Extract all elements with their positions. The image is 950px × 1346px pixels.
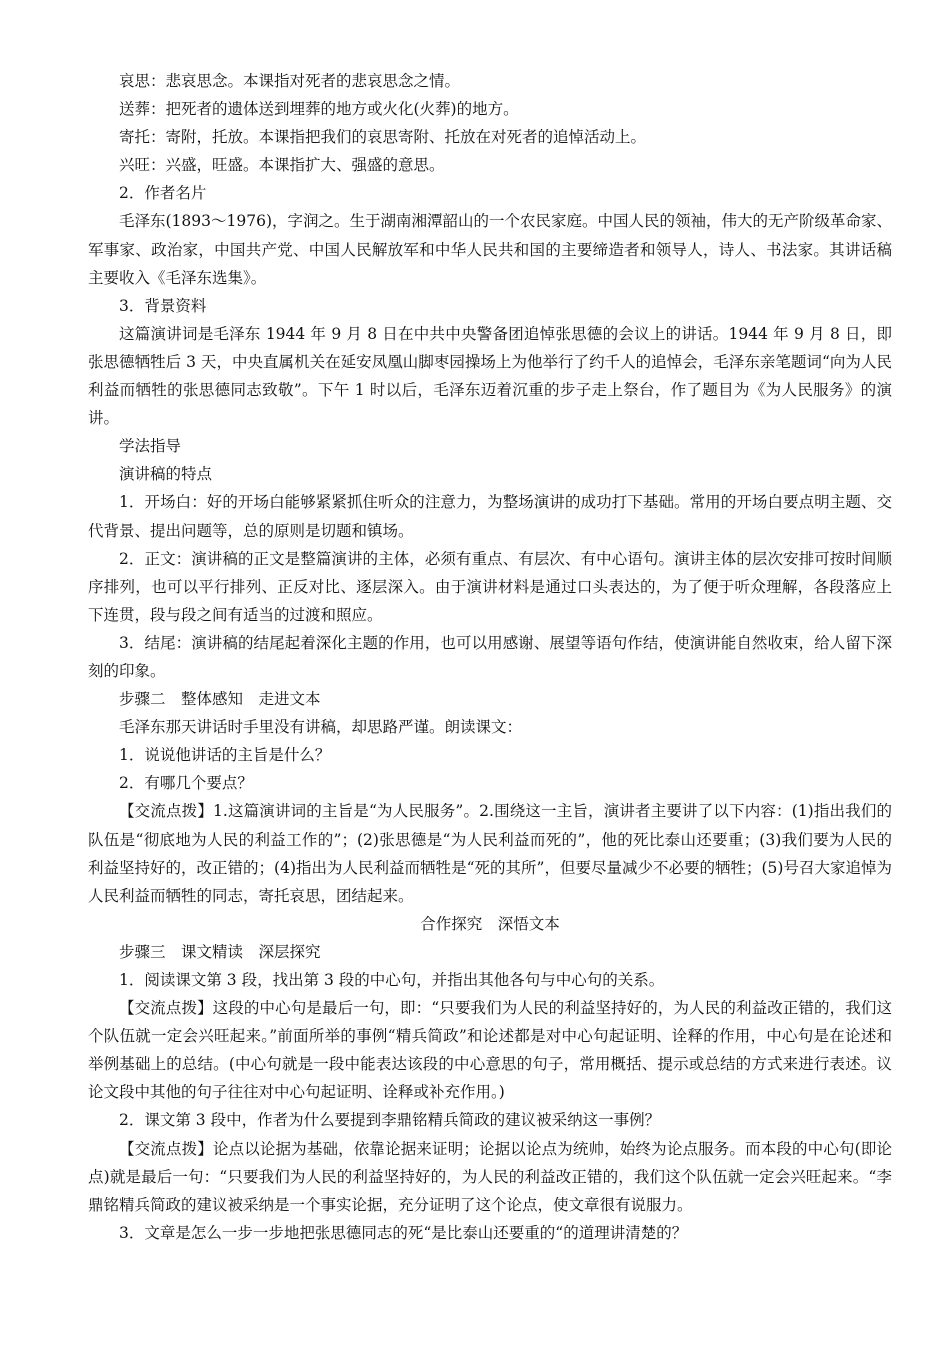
question-3-2: 2．课文第 3 段中，作者为什么要提到李鼎铭精兵简政的建议被采纳这一事例？ [119,1111,661,1130]
question-3-3: 3．文章是怎么一步一步地把张思德同志的死“是比泰山还要重的“的道理讲清楚的？ [119,1223,688,1242]
step-two-intro: 毛泽东那天讲话时手里没有讲稿，却思路严谨。朗读课文： [119,718,523,737]
background-text: 这篇演讲词是毛泽东 1944 年 9 月 8 日在中共中央警备团追悼张思德的会议上的讲话。1944 年 9 月 8 日，即张思德牺牲后 3 天，中央直属机关在延安凤凰山脚枣园操场上为他举行了约千人的追悼会，毛泽东亲笔题词“向为人民利益而牺牲的张思德同志致敬”。下午 1 时以后，毛泽东迈着沉重的步子走上祭台，作了题目为《为人民服务》的演讲。 [88,324,892,428]
center-heading-explore: 合作探究 深悟文本 [420,914,560,933]
feature-opening: 1．开场白：好的开场白能够紧紧抓住听众的注意力，为整场演讲的成功打下基础。常用的开场白要点明主题、交代背景、提出问题等，总的原则是切题和镇场。 [88,493,892,540]
subheading-speech-features: 演讲稿的特点 [119,465,213,484]
vocab-songzang: 送葬：把死者的遗体送到埋葬的地方或火化(火葬)的地方。 [119,100,519,119]
vocab-jituo: 寄托：寄附，托放。本课指把我们的哀思寄附、托放在对死者的追悼活动上。 [119,128,647,147]
vocab-aisi: 哀思：悲哀思念。本课指对死者的悲哀思念之情。 [119,72,461,90]
section-heading-background: 3．背景资料 [119,296,207,315]
feature-ending: 3．结尾：演讲稿的结尾起着深化主题的作用，也可以用感谢、展望等语句作结，使演讲能自然收束，给人留下深刻的印象。 [88,633,892,680]
question-2: 2．有哪几个要点？ [119,774,253,793]
author-bio: 毛泽东(1893～1976)，字润之。生于湖南湘潭韶山的一个农民家庭。中国人民的领袖，伟大的无产阶级革命家、军事家、政治家，中国共产党、中国人民解放军和中华人民共和国的主要缔造者和领导人，诗人、书法家。其讲话稿主要收入《毛泽东选集》。 [88,212,892,287]
section-heading-method: 学法指导 [119,437,182,456]
vocab-xingwang: 兴旺：兴盛，旺盛。本课指扩大、强盛的意思。 [119,156,445,175]
answer-step-two: 【交流点拨】1.这篇演讲词的主旨是“为人民服务”。2.围绕这一主旨，演讲者主要讲了以下内容：(1)指出我们的队伍是“彻底地为人民的利益工作的”；(2)张思德是“为人民利益而死的”，他的死比泰山还要重；(3)我们要为人民的利益坚持好的，改正错的；(4)指出为人民利益而牺牲是“死的其所”，但要尽量减少不必要的牺牲；(5)号召大家追悼为人民利益而牺牲的同志，寄托哀思，团结起来。 [88,802,892,905]
answer-3-2: 【交流点拨】论点以论据为基础，依靠论据来证明；论据以论点为统帅，始终为论点服务。而本段的中心句(即论点)就是最后一句：“只要我们为人民的利益坚持好的，为人民的利益改正错的，我们这个队伍就一定会兴旺起来。“李鼎铭精兵简政的建议被采纳是一个事实论据，充分证明了这个论点，使文章很有说服力。 [88,1139,892,1214]
answer-3-1: 【交流点拨】这段的中心句是最后一句，即：“只要我们为人民的利益坚持好的，为人民的利益改正错的，我们这个队伍就一定会兴旺起来。”前面所举的事例“精兵简政”和论述都是对中心句起证明、诠释的作用，中心句是在论述和举例基础上的总结。(中心句就是一段中能表达该段的中心意思的句子，常用概括、提示或总结的方式来进行表述。议论文段中其他的句子往往对中心句起证明、诠释或补充作用。) [88,999,892,1102]
question-1: 1．说说他讲话的主旨是什么？ [119,746,331,765]
question-3-1: 1．阅读课文第 3 段，找出第 3 段的中心句，并指出其他各句与中心句的关系。 [119,971,665,989]
step-three-heading: 步骤三 课文精读 深层探究 [119,942,321,961]
section-heading-author: 2．作者名片 [119,184,207,203]
feature-body: 2．正文：演讲稿的正文是整篇演讲的主体，必须有重点、有层次、有中心语句。演讲主体的层次安排可按时间顺序排列，也可以平行排列、正反对比、逐层深入。由于演讲材料是通过口头表达的，为了便于听众理解，各段落应上下连贯，段与段之间有适当的过渡和照应。 [88,549,892,624]
step-two-heading: 步骤二 整体感知 走进文本 [119,690,321,709]
